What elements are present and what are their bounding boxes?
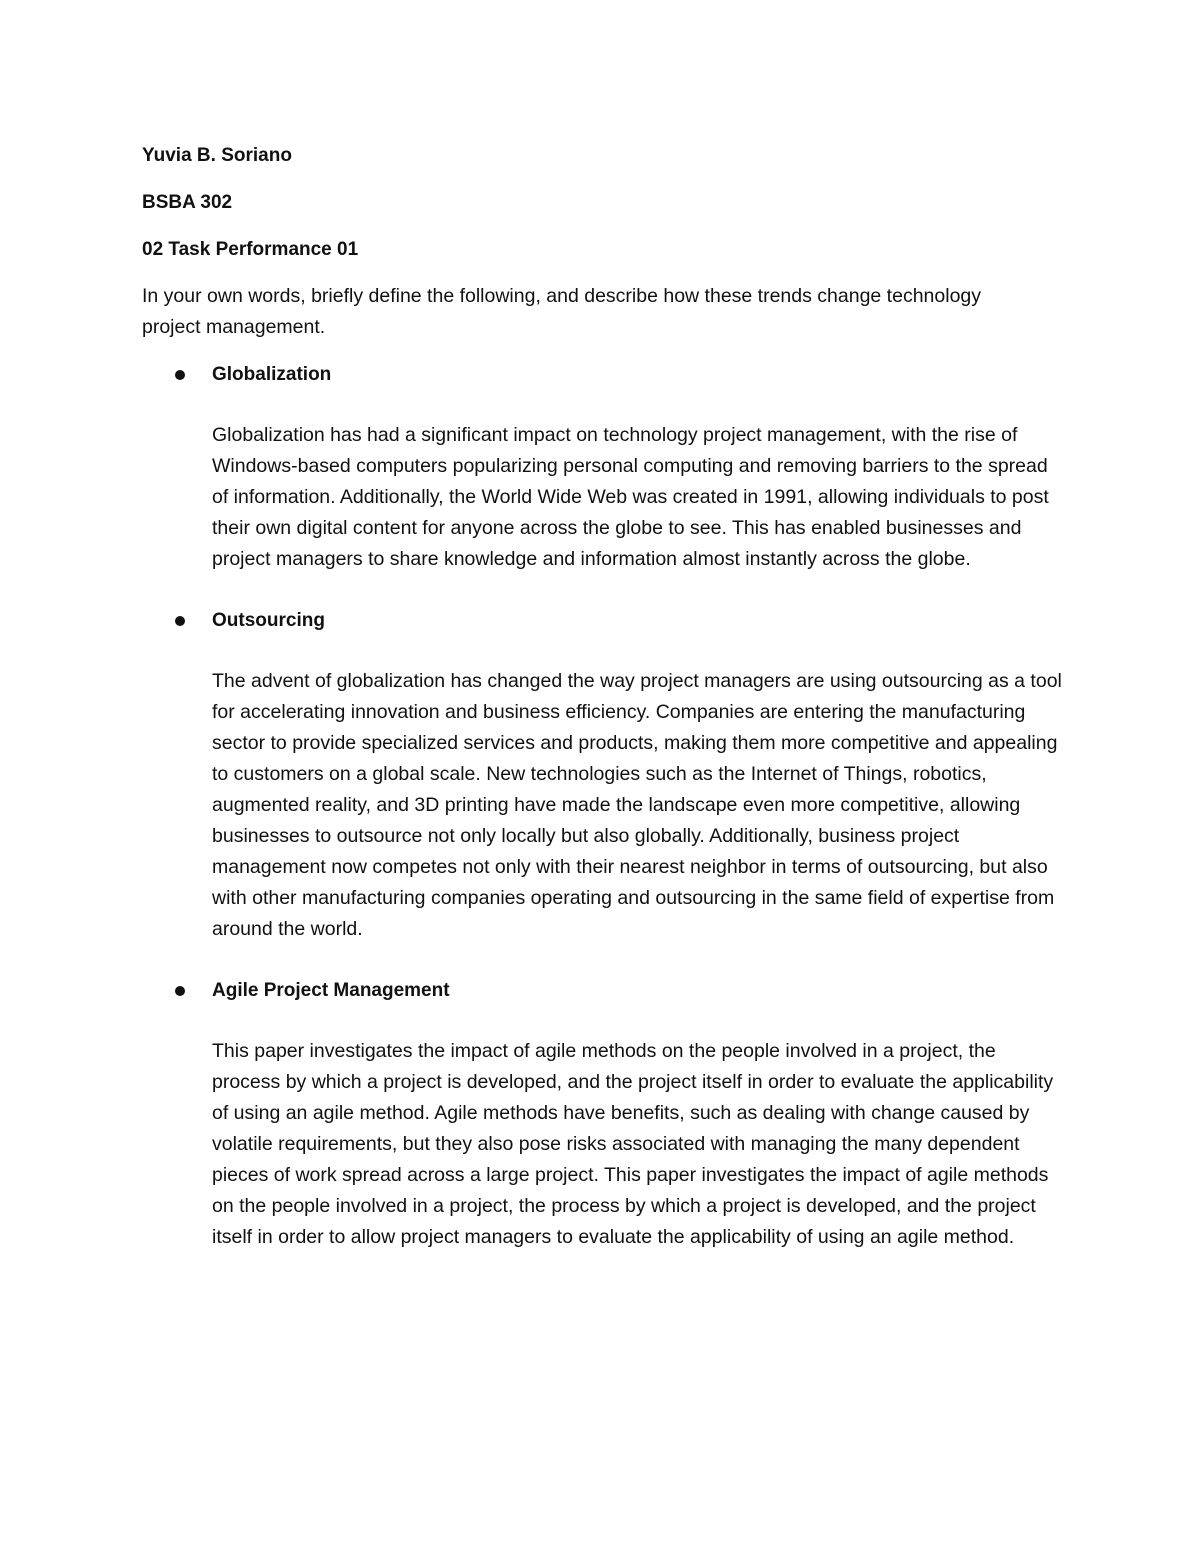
section-body: This paper investigates the impact of agile methods on the people involved in a project, the process by which a project is developed, and the project itself in order to evaluate the applicability of using an agile method. Agile methods have benefits, such as dealing with change caused by volatile requirements, but they also pose risks associated with managing the many dependent pieces of work spread across a large project. This paper investigates the impact of agile methods on the people involved in a project, the process by which a project is developed, and the project itself in order to allow project managers to evaluate the applicability of using an agile method. <box>212 1040 1054 1248</box>
document-content <box>142 140 1072 1283</box>
section-outsourcing <box>142 605 1072 945</box>
section-title: Agile Project Management <box>212 980 450 1001</box>
assignment-prompt: In your own words, briefly define the following, and describe how these trends change technology project management. <box>142 285 982 338</box>
section-body: Globalization has had a significant impact on technology project management, with the rise of Windows-based computers popularizing personal computing and removing barriers to the spread of information. Additionally, the World Wide Web was created in 1991, allowing individuals to post their own digital content for anyone across the globe to see. This has enabled businesses and project managers to share knowledge and information almost instantly across the globe. <box>212 424 1049 570</box>
section-body: The advent of globalization has changed the way project managers are using outsourcing as a tool for accelerating innovation and business efficiency. Companies are entering the manufacturing sector to provide specialized services and products, making them more competitive and appealing to customers on a global scale. New technologies such as the Internet of Things, robotics, augmented reality, and 3D printing have made the landscape even more competitive, allowing businesses to outsource not only locally but also globally. Additionally, business project management now competes not only with their nearest neighbor in terms of outsourcing, but also with other manufacturing companies operating and outsourcing in the same field of expertise from around the world. <box>212 670 1062 940</box>
section-globalization <box>142 359 1072 575</box>
bullet-icon <box>175 370 185 380</box>
student-name: Yuvia B. Soriano <box>142 145 292 166</box>
section-title: Outsourcing <box>212 610 325 631</box>
section-title: Globalization <box>212 364 332 385</box>
bullet-icon <box>175 986 185 996</box>
section-agile-project-management <box>142 975 1072 1253</box>
task-title: 02 Task Performance 01 <box>142 239 359 260</box>
course-code: BSBA 302 <box>142 192 233 213</box>
bullet-icon <box>175 616 185 626</box>
